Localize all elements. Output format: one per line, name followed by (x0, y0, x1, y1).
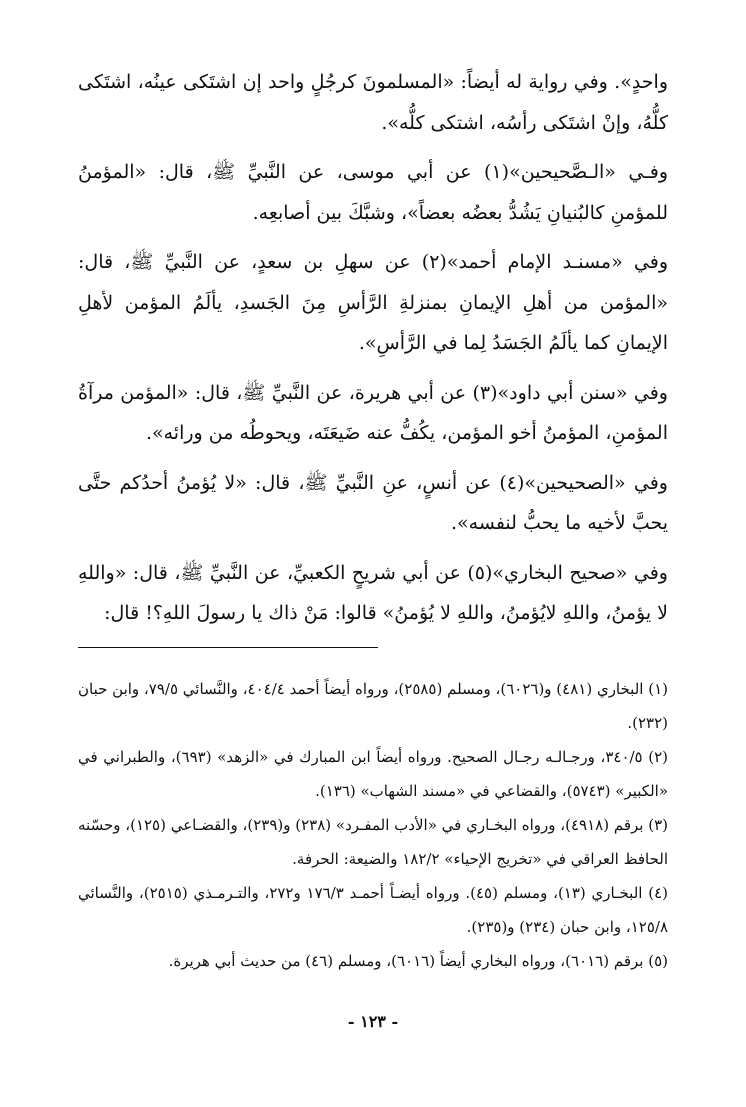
paragraph-1: واحدٍ». وفي رواية له أيضاً: «المسلمونَ كرجُلٍ واحد إن اشتَكى عينُه، اشتَكى كلُّهُ، وإنْ اشتَكى رأسُه، اشتكى كلُّه». (78, 71, 668, 134)
footnote-5: (٥) برقم (٦٠١٦)، ورواه البخاري أيضاً (٦٠١٦)، ومسلم (٤٦) من حديث أبي هريرة. (168, 952, 668, 970)
footnote-2: (٢) ٣٤٠/٥، ورجـالـه رجـال الصحيح. ورواه أيضاً ابن المبارك في «الزهد» (٦٩٣)، والطبراني في «الكبير» (٥٧٤٣)، والقضاعي في «مسند الشهاب» (١٣٦). (78, 748, 668, 800)
paragraph-6: وفي «صحيح البخاري»(٥) عن أبي شريحٍ الكعبيِّ، عن النَّبيِّ ﷺ، قال: «واللهِ لا يؤمنُ، واللهِ لايُؤمنُ، واللهِ لا يُؤمنُ» قالوا: مَنْ ذاك يا رسولَ اللهِ؟! قال: (78, 561, 668, 624)
paragraph-5: وفي «الصحيحين»(٤) عن أنسٍ، عنِ النَّبيِّ ﷺ، قال: «لا يُؤمنُ أحدُكم حتَّى يحبَّ لأخيه ما يحبُّ لنفسه». (78, 471, 668, 534)
paragraph-4: وفي «سنن أبي داود»(٣) عن أبي هريرة، عن النَّبيِّ ﷺ، قال: «المؤمن مرآةُ المؤمنِ، المؤمنُ أخو المؤمن، يكُفُّ عنه ضَيعَتَه، ويحوطُه من ورائه». (78, 381, 668, 444)
main-text (78, 62, 668, 643)
page-number: - ١٢٣ - (347, 1012, 399, 1031)
footnote-1: (١) البخاري (٤٨١) و(٦٠٢٦)، ومسلم (٢٥٨٥)، ورواه أيضاً أحمد ٤٠٤/٤، والنَّسائي ٧٩/٥، وابن حبان (٢٣٢). (78, 680, 668, 732)
paragraph-2: وفـي «الـصَّحيحين»(١) عن أبي موسى، عن النَّبيِّ ﷺ، قال: «المؤمنُ للمؤمنِ كالبُنيانِ يَشُدُّ بعضُه بعضاً»، وشبَّكَ بين أصابعِه. (78, 161, 668, 224)
paragraph-3: وفي «مسنـد الإمام أحمد»(٢) عن سهلِ بن سعدٍ، عن النَّبيِّ ﷺ، قال: «المؤمن من أهلِ الإيمانِ بمنزلةِ الرَّأسِ مِنَ الجَسدِ، يألَمُ المؤمن لأهلِ الإيمانِ كما يألَمُ الجَسَدُ لِما في الرَّأسِ». (78, 251, 668, 354)
footnote-3: (٣) برقم (٤٩١٨)، ورواه البخـاري في «الأدب المفـرد» (٢٣٨) و(٢٣٩)، والقضـاعي (١٢٥)، وحسّنه الحافظ العراقي في «تخريج الإحياء» ١٨٢/٢ والضيعة: الحرفة. (78, 816, 668, 868)
footnotes (78, 672, 668, 978)
footnote-separator (78, 647, 378, 648)
footnote-4: (٤) البخـاري (١٣)، ومسلم (٤٥). ورواه أيضـاً أحمـد ١٧٦/٣ و٢٧٢، والتـرمـذي (٢٥١٥)، والنَّسائي ١٢٥/٨، وابن حبان (٢٣٤) و(٢٣٥). (78, 884, 668, 936)
